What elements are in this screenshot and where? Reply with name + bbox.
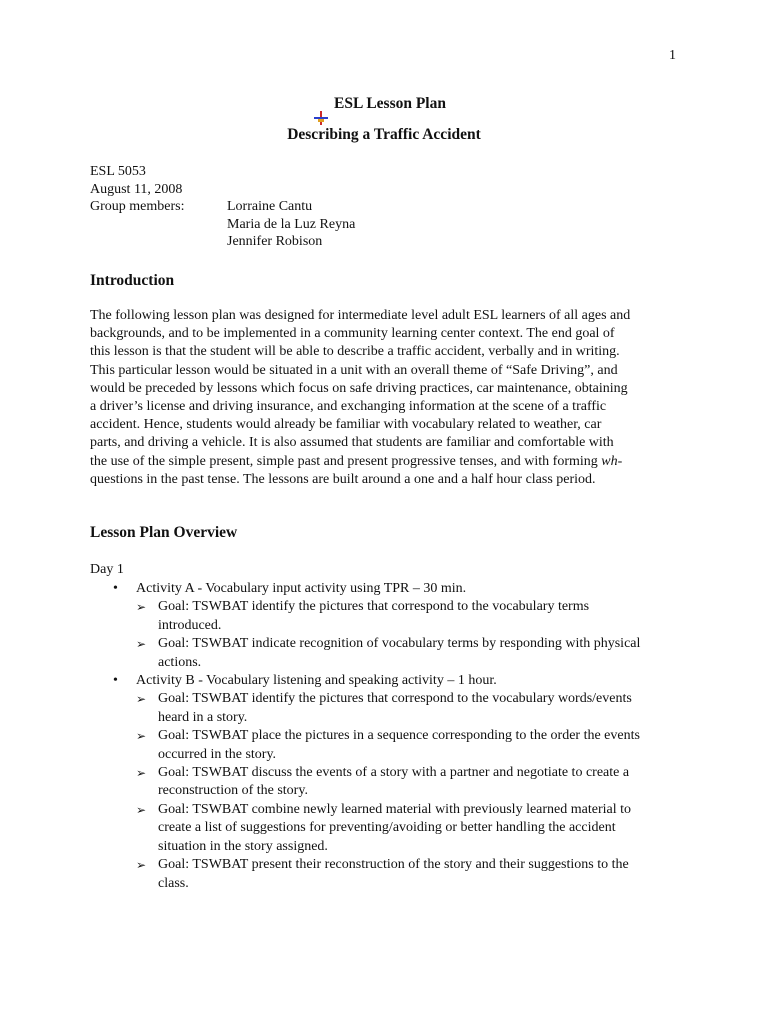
goal-line: Goal: TSWBAT identify the pictures that correspond to the vocabulary words/events (158, 691, 632, 707)
arrow-bullet-icon: ➢ (136, 600, 147, 615)
day-label: Day 1 (90, 562, 124, 577)
goal-item (90, 598, 690, 635)
introduction-heading: Introduction (90, 272, 175, 289)
document-subtitle: Describing a Traffic Accident (287, 126, 481, 143)
goal-line: occurred in the story. (158, 746, 277, 762)
activity-list (90, 580, 690, 893)
arrow-bullet-icon: ➢ (136, 766, 147, 781)
overview-heading: Lesson Plan Overview (90, 524, 238, 541)
paragraph-line: The following lesson plan was designed for intermediate level adult ESL learners of all ages and (90, 308, 631, 323)
arrow-bullet-icon: ➢ (136, 692, 147, 707)
goal-line: introduced. (158, 617, 222, 633)
goal-line: situation in the story assigned. (158, 838, 328, 854)
member-name: Lorraine Cantu (227, 199, 313, 215)
arrow-bullet-icon: ➢ (136, 637, 147, 652)
activity-item (90, 580, 690, 598)
goal-line: Goal: TSWBAT identify the pictures that correspond to the vocabulary terms (158, 599, 590, 615)
member-name: Jennifer Robison (227, 234, 323, 250)
goal-item (90, 635, 690, 672)
paragraph-line: backgrounds, and to be implemented in a community learning center context. The end goal of (90, 326, 615, 342)
paragraph-line: this lesson is that the student will be able to describe a traffic accident, verbally and in writing. (90, 344, 620, 360)
group-members (90, 198, 355, 216)
goal-item (90, 727, 690, 764)
goal-line: reconstruction of the story. (158, 783, 308, 799)
member-name: Maria de la Luz Reyna (227, 216, 356, 232)
course-code: ESL 5053 (90, 164, 146, 179)
paragraph-line: the use of the simple present, simple past and present progressive tenses, and with forming wh- (90, 453, 623, 469)
introduction-paragraph (90, 307, 680, 489)
paragraph-line: a driver’s license and driving insurance, and exchanging information at the scene of a traffic (90, 399, 607, 415)
arrow-bullet-icon: ➢ (136, 858, 147, 873)
goal-item (90, 801, 690, 856)
activity-item (90, 672, 690, 690)
goal-line: Goal: TSWBAT place the pictures in a sequence corresponding to the order the events (158, 728, 640, 744)
goal-line: Goal: TSWBAT present their reconstruction of the story and their suggestions to the (158, 857, 629, 873)
goal-item (90, 856, 690, 893)
goal-item (90, 690, 690, 727)
bullet-icon: • (113, 581, 118, 596)
paragraph-line: parts, and driving a vehicle. It is also assumed that students are familiar and comfortable with (90, 435, 614, 451)
document-title: ESL Lesson Plan (334, 95, 446, 112)
paragraph-line: questions in the past tense. The lessons are built around a one and a half hour class period. (90, 471, 596, 487)
document-date: August 11, 2008 (90, 181, 183, 197)
goal-line: Goal: TSWBAT discuss the events of a story with a partner and negotiate to create a (158, 765, 630, 781)
document-meta (90, 163, 355, 251)
paragraph-line: accident. Hence, students would already be familiar with vocabulary related to weather, car (90, 417, 602, 433)
paragraph-line: This particular lesson would be situated in a unit with an overall theme of “Safe Driving”, and (90, 362, 618, 378)
group-members-label: Group members: (90, 199, 185, 215)
goal-line: Goal: TSWBAT combine newly learned material with previously learned material to (158, 801, 632, 817)
goal-item (90, 764, 690, 801)
paragraph-line: would be preceded by lessons which focus on safe driving practices, car maintenance, obtaining (90, 380, 628, 396)
arrow-bullet-icon: ➢ (136, 802, 147, 817)
italic-wh: wh- (601, 453, 623, 469)
goal-line: create a list of suggestions for preventing/avoiding or better handling the accident (158, 820, 616, 836)
bullet-icon: • (113, 673, 118, 689)
arrow-bullet-icon: ➢ (136, 729, 147, 744)
goal-line: actions. (158, 654, 202, 670)
goal-line: class. (158, 875, 189, 891)
page-number: 1 (669, 48, 676, 63)
cursor-mark-icon (313, 110, 329, 126)
goal-line: heard in a story. (158, 709, 248, 725)
activity-title: Activity A - Vocabulary input activity using TPR – 30 min. (136, 581, 467, 596)
activity-title: Activity B - Vocabulary listening and speaking activity – 1 hour. (136, 673, 497, 689)
goal-line: Goal: TSWBAT indicate recognition of vocabulary terms by responding with physical (158, 636, 641, 652)
